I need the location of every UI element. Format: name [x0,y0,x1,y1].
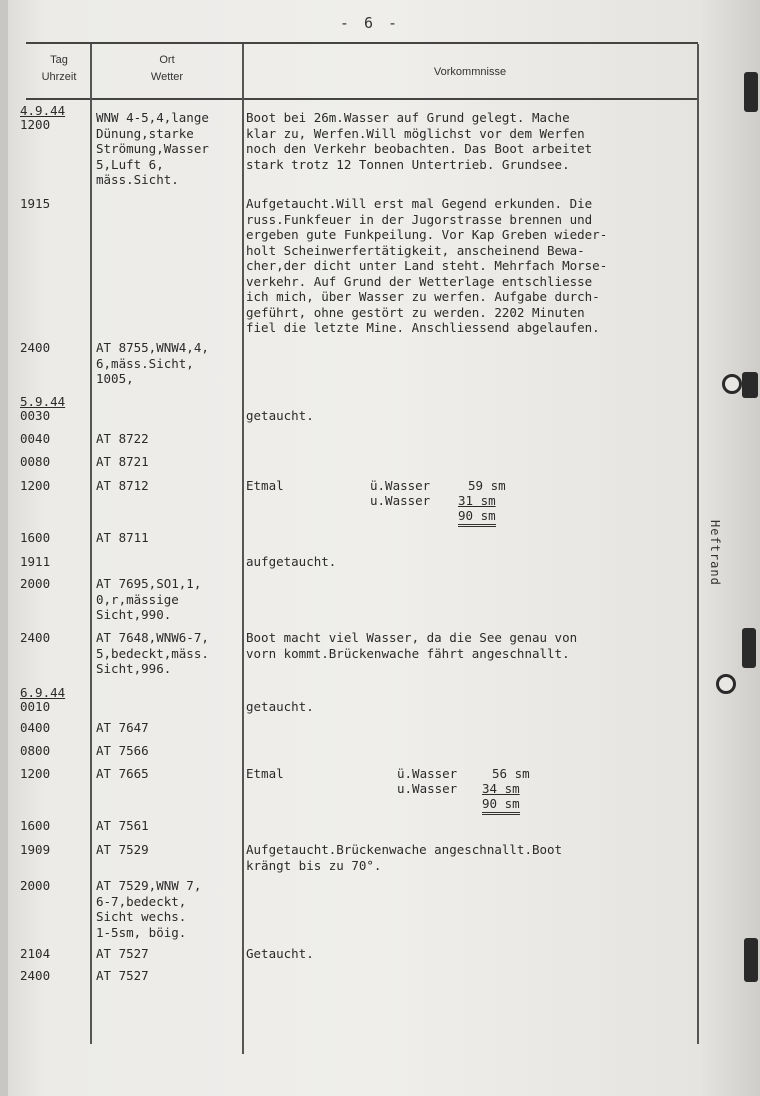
header-bottom-border [26,98,698,100]
row-event-text: Etmal [246,766,284,781]
row-event-text: aufgetaucht. [246,554,337,569]
row-time: 0800 [20,743,51,758]
binding-hole [742,372,758,398]
row-position-weather: AT 7529 [96,842,149,857]
row-event-text: Aufgetaucht.Brückenwache angeschnallt.Boot krängt bis zu 70°. [246,842,563,873]
row-date: 4.9.44 [20,103,66,118]
row-event-text: getaucht. [246,408,314,423]
page-edge [0,0,8,1096]
binding-ring [716,674,736,694]
etmal-above-water-value: 56 sm [492,766,530,781]
column-divider-2 [242,44,244,1054]
header-tag: Tag [50,54,68,66]
row-time: 0030 [20,408,51,423]
row-time: 1909 [20,842,51,857]
row-position-weather: AT 7527 [96,968,149,983]
row-position-weather: AT 7527 [96,946,149,961]
etmal-above-water-label: ü.Wasser [370,478,431,493]
table-right-border [697,44,699,1044]
row-date: 6.9.44 [20,685,66,700]
table-top-border [26,42,698,44]
header-ort: Ort [159,54,175,66]
row-time: 1911 [20,554,51,569]
etmal-under-water-label: u.Wasser [397,781,458,796]
row-time: 0080 [20,454,51,469]
row-event-text: Boot bei 26m.Wasser auf Grund gelegt. Mache klar zu, Werfen.Will möglichst vor dem Werfen noch den Verkehr beobachten. Das Boot arbeitet stark trotz 12 Tonnen Untertrieb. Grundsee. [246,110,593,172]
etmal-total: 90 sm [482,796,520,815]
row-time: 2400 [20,630,51,645]
row-time: 2000 [20,576,51,591]
header-wetter: Wetter [150,71,184,83]
row-position-weather: AT 8721 [96,454,149,469]
row-time: 1200 [20,117,51,132]
row-event-text: Aufgetaucht.Will erst mal Gegend erkunden. Die russ.Funkfeuer in der Jugorstrasse brennen und ergeben gute Funkpeilung. Vor Kap Greben wieder- holt Scheinwerfertätigkeit, anscheinend Bewa- cher,der dicht unter Land steht. Mehrfach Morse- verkehr. Auf Grund der Wetterlage entschliesse ich mich, über Wasser zu werfen. Aufgabe durch- geführt, ohne gestört zu werden. 2202 Minuten fiel die letzte Mine. Anschliessend abgelaufen. [246,196,608,335]
row-event-text: Boot macht viel Wasser, da die See genau von vorn kommt.Brückenwache fährt angeschnallt. [246,630,578,661]
row-position-weather: AT 8712 [96,478,149,493]
row-time: 1915 [20,196,51,211]
row-position-weather: AT 8755,WNW4,4, 6,mäss.Sicht, 1005, [96,340,209,386]
binding-hole [744,938,758,982]
row-time: 0400 [20,720,51,735]
margin-label: Heftrand [708,520,722,586]
row-position-weather: AT 7529,WNW 7, 6-7,bedeckt, Sicht wechs. 1-5sm, böig. [96,878,202,940]
header-ort-wetter [92,52,242,86]
row-position-weather: AT 7695,SO1,1, 0,r,mässige Sicht,990. [96,576,202,622]
row-event-text: Etmal [246,478,284,493]
row-position-weather: AT 8722 [96,431,149,446]
etmal-under-water-label: u.Wasser [370,493,431,508]
header-tag-uhrzeit [30,52,88,86]
row-time: 2400 [20,968,51,983]
row-position-weather: AT 8711 [96,530,149,545]
row-time: 0040 [20,431,51,446]
binding-hole [742,628,756,668]
row-time: 1600 [20,818,51,833]
etmal-total: 90 sm [458,508,496,527]
row-time: 2104 [20,946,51,961]
row-event-text: getaucht. [246,699,314,714]
etmal-under-water-value: 31 sm [458,493,496,508]
header-vorkommnisse: Vorkommnisse [433,66,507,78]
etmal-under-water-value: 34 sm [482,781,520,796]
binding-ring [722,374,742,394]
header-uhrzeit: Uhrzeit [41,71,77,83]
row-position-weather: AT 7648,WNW6-7, 5,bedeckt,mäss. Sicht,996. [96,630,209,676]
row-date: 5.9.44 [20,394,66,409]
etmal-above-water-value: 59 sm [468,478,506,493]
binding-hole [744,72,758,112]
row-time: 1600 [20,530,51,545]
row-time: 2400 [20,340,51,355]
row-time: 2000 [20,878,51,893]
row-event-text: Getaucht. [246,946,314,961]
column-divider-1 [90,44,92,1044]
row-position-weather: AT 7665 [96,766,149,781]
row-time: 0010 [20,699,51,714]
row-position-weather: AT 7566 [96,743,149,758]
row-time: 1200 [20,478,51,493]
row-position-weather: AT 7647 [96,720,149,735]
etmal-above-water-label: ü.Wasser [397,766,458,781]
row-position-weather: AT 7561 [96,818,149,833]
row-position-weather: WNW 4-5,4,lange Dünung,starke Strömung,Wasser 5,Luft 6, mäss.Sicht. [96,110,209,187]
row-time: 1200 [20,766,51,781]
page-number: - 6 - [339,14,401,32]
